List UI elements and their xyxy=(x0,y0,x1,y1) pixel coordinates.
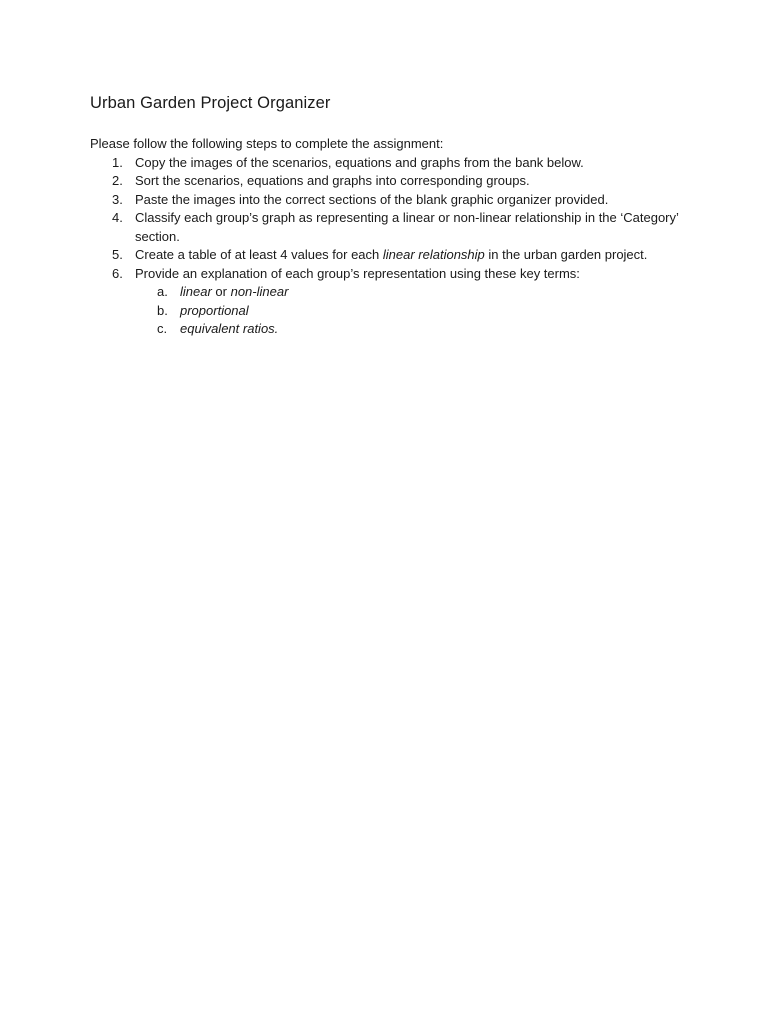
document-page xyxy=(90,93,690,339)
list-item xyxy=(90,265,690,339)
term-proportional: proportional xyxy=(180,302,249,318)
term-letter: c. xyxy=(157,321,168,336)
step-text: Provide an explanation of each group’s representation using these key terms: xyxy=(135,265,580,281)
step-number: 4. xyxy=(112,210,123,225)
list-item xyxy=(90,154,690,173)
step-number: 6. xyxy=(112,265,123,281)
step-text-after: in the urban garden project. xyxy=(484,247,648,262)
step-text: Paste the images into the correct sections of the blank graphic organizer provided. xyxy=(135,191,609,207)
term-letter: a. xyxy=(157,284,168,299)
list-item xyxy=(90,191,690,210)
step-text-before: Create a table of at least 4 values for each xyxy=(135,247,383,262)
term-equivalent-ratios: equivalent ratios. xyxy=(180,321,279,336)
term-linear: linear xyxy=(180,284,212,299)
list-item xyxy=(90,246,690,265)
step-number: 2. xyxy=(112,173,123,188)
step-text xyxy=(135,247,647,262)
step-text: Classify each group’s graph as representing a linear or non-linear relationship in the ‘Category’ section. xyxy=(135,210,679,244)
steps-list xyxy=(90,154,690,339)
list-item xyxy=(90,209,690,246)
emphasis-linear-relationship: linear relationship xyxy=(382,247,485,262)
term-letter: b. xyxy=(157,302,168,318)
step-number: 1. xyxy=(112,154,123,170)
step-number: 3. xyxy=(112,191,123,207)
list-item xyxy=(90,172,690,191)
intro-text: Please follow the following steps to complete the assignment: xyxy=(90,136,444,151)
list-item xyxy=(135,320,690,339)
step-text: Sort the scenarios, equations and graphs into corresponding groups. xyxy=(135,173,530,188)
term-non-linear: non-linear xyxy=(230,284,289,299)
step-number: 5. xyxy=(112,247,123,262)
term-connector: or xyxy=(211,284,231,299)
list-item xyxy=(135,302,690,321)
list-item xyxy=(135,283,690,302)
document-title: Urban Garden Project Organizer xyxy=(90,94,331,112)
key-terms-list xyxy=(135,283,690,339)
step-text: Copy the images of the scenarios, equations and graphs from the bank below. xyxy=(135,154,584,170)
